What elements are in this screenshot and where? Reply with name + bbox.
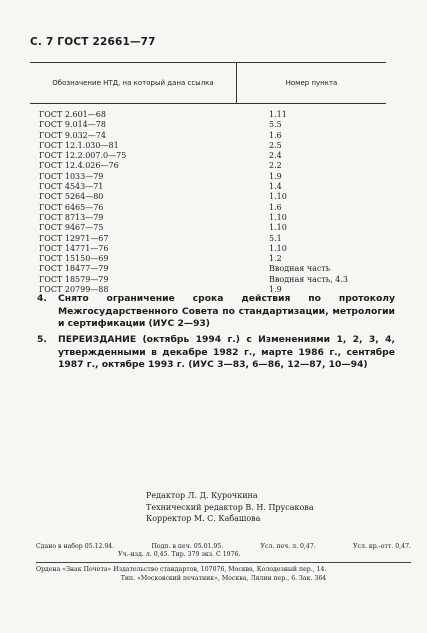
proofreader-credit: Корректор М. С. Кабашова <box>146 514 261 523</box>
signed-date: Подп. в печ. 05.01.95. <box>151 543 224 550</box>
table-row <box>30 131 386 141</box>
table-row <box>30 234 386 244</box>
table-row <box>30 275 386 285</box>
item-number-cell: 1.4 <box>269 182 282 192</box>
table-row <box>30 110 386 120</box>
page-header: С. 7 ГОСТ 22661—77 <box>30 36 156 48</box>
table-row <box>30 192 386 202</box>
document-cell: ГОСТ 9.014—78 <box>39 120 106 130</box>
note-text: Снято ограничение срока действия по протоколу Межгосударственного Совета по стандартизации, метрологии и сертификации (ИУС 2—93) <box>58 293 395 330</box>
table-row <box>30 161 386 171</box>
item-number-cell: 1.10 <box>269 243 287 253</box>
editorial-credits <box>146 490 314 525</box>
item-number-cell: 1.10 <box>269 192 287 202</box>
publisher-line-2: Тип. «Московский печатник», Москва, Лялин пер., 6. Зак. 364 <box>120 574 327 582</box>
tech-editor-credit: Технический редактор В. Н. Прусакова <box>146 502 314 512</box>
item-number-cell: 2.2 <box>269 161 282 171</box>
publisher-line-1: Ордена «Знак Почета» Издательство стандартов, 107076, Москва, Колодезный пер., 14. <box>36 566 327 573</box>
item-number-cell: 2.5 <box>269 140 282 150</box>
table-row <box>30 244 386 254</box>
item-number-cell: 1.6 <box>269 202 282 212</box>
imprint-line-1 <box>36 543 411 551</box>
document-cell: ГОСТ 15150—69 <box>39 254 109 264</box>
document-cell: ГОСТ 1033—79 <box>39 171 104 181</box>
print-sheets: Усл. печ. л. 0,47. <box>260 543 316 550</box>
item-number-cell: 1.9 <box>269 285 282 295</box>
document-cell: ГОСТ 12.1.030—81 <box>39 140 119 150</box>
document-cell: ГОСТ 5264—80 <box>39 192 104 202</box>
item-number-cell: Вводная часть <box>269 264 331 274</box>
table-row <box>30 203 386 213</box>
document-cell: ГОСТ 18579—79 <box>39 274 109 284</box>
table-row <box>30 223 386 233</box>
item-number-cell: Вводная часть, 4.3 <box>269 274 348 284</box>
table-row <box>30 120 386 130</box>
item-number-cell: 5.1 <box>269 233 282 243</box>
print-imprint <box>36 543 411 559</box>
document-cell: ГОСТ 6465—76 <box>39 202 104 212</box>
table-header <box>30 63 386 104</box>
item-number-cell: 1.11 <box>269 110 287 119</box>
imprint-line-2 <box>36 551 411 559</box>
document-cell: ГОСТ 12.2.007.0—75 <box>39 151 127 161</box>
table-row <box>30 264 386 274</box>
document-cell: ГОСТ 20799—88 <box>39 285 109 295</box>
table-row <box>30 151 386 161</box>
column-header-item-number: Номер пункта <box>285 78 338 87</box>
note-item-4 <box>37 293 395 331</box>
note-number: 4. <box>37 293 47 304</box>
table-body <box>30 104 386 295</box>
document-cell: ГОСТ 8713—79 <box>39 212 104 222</box>
edition-info: Уч.-изд. л. 0,45. Тир. 379 экз. С 1976. <box>118 551 241 558</box>
table-row <box>30 141 386 151</box>
column-header-document: Обозначение НТД, на который дана ссылка <box>30 63 237 103</box>
typeset-date: Сдано в набор 05.12.94. <box>36 543 115 550</box>
item-number-cell: 1.6 <box>269 130 282 140</box>
document-cell: ГОСТ 12971—67 <box>39 233 109 243</box>
document-cell: ГОСТ 2.601—68 <box>39 110 106 119</box>
document-cell: ГОСТ 4543—71 <box>39 182 104 192</box>
item-number-cell: 1.10 <box>269 212 287 222</box>
item-number-cell: 1.9 <box>269 171 282 181</box>
publisher-info <box>36 566 411 583</box>
document-cell: ГОСТ 14771—76 <box>39 243 109 253</box>
editor-credit: Редактор Л. Д. Курочкина <box>146 491 258 500</box>
table-row <box>30 254 386 264</box>
document-cell: ГОСТ 12.4.026—76 <box>39 161 119 171</box>
item-number-cell: 1.10 <box>269 223 287 233</box>
table-row <box>30 172 386 182</box>
document-cell: ГОСТ 9.032—74 <box>39 130 106 140</box>
item-number-cell: 1.2 <box>269 254 282 264</box>
item-number-cell: 5.5 <box>269 120 282 130</box>
note-text: ПЕРЕИЗДАНИЕ (октябрь 1994 г.) с Изменениями 1, 2, 3, 4, утвержденными в декабре 1982 г., марте 1986 г., сентябре 1987 г., октябре 1993 г. (ИУС 3—83, 6—86, 12—87, 10—94) <box>58 334 395 371</box>
reference-table <box>30 62 386 295</box>
divider <box>36 562 411 563</box>
document-cell: ГОСТ 18477—79 <box>39 264 109 274</box>
note-number: 5. <box>37 334 47 345</box>
color-prints: Усл. кр.-отт. 0,47. <box>353 543 411 550</box>
item-number-cell: 2.4 <box>269 151 282 161</box>
table-row <box>30 213 386 223</box>
note-item-5 <box>37 334 395 372</box>
document-cell: ГОСТ 9467—75 <box>39 223 104 233</box>
table-row <box>30 182 386 192</box>
